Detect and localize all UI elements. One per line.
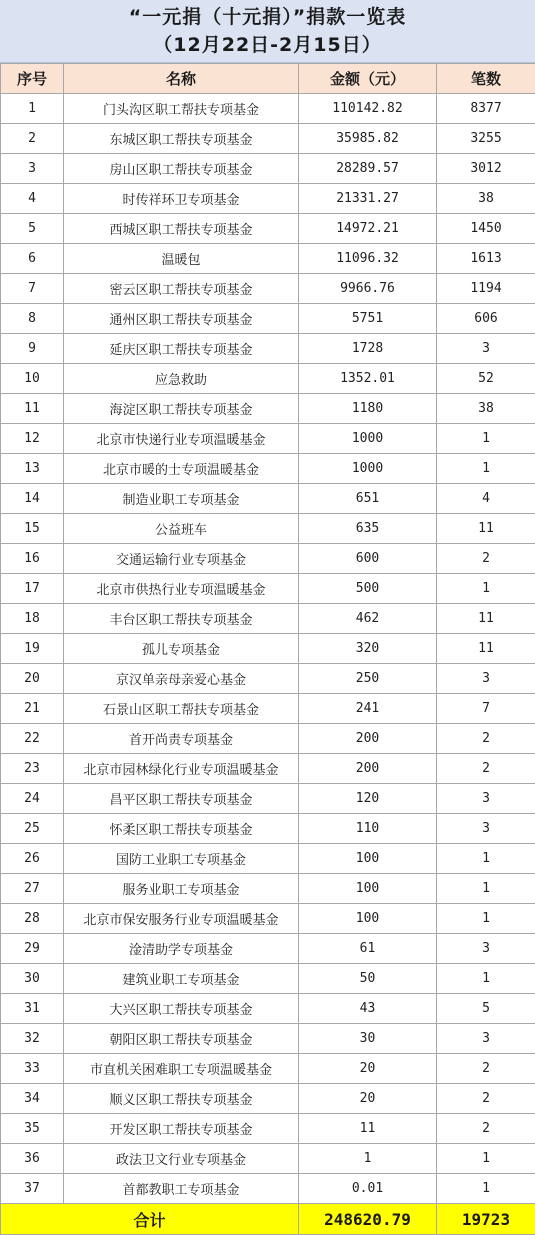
fund-name: 建筑业职工专项基金 (64, 964, 299, 994)
donation-count: 1 (437, 1144, 535, 1174)
table-row (1, 664, 535, 694)
table-row (1, 394, 535, 424)
table-body (1, 94, 535, 1204)
donation-count: 1 (437, 1174, 535, 1204)
amount: 200 (299, 724, 437, 754)
amount: 20 (299, 1054, 437, 1084)
fund-name: 政法卫文行业专项基金 (64, 1144, 299, 1174)
fund-name: 密云区职工帮扶专项基金 (64, 274, 299, 304)
table-row (1, 784, 535, 814)
amount: 43 (299, 994, 437, 1024)
table-row (1, 874, 535, 904)
column-header-amount: 金额（元） (299, 64, 437, 94)
donation-count: 11 (437, 514, 535, 544)
donation-count: 3 (437, 814, 535, 844)
donation-count: 7 (437, 694, 535, 724)
amount: 100 (299, 874, 437, 904)
fund-name: 丰台区职工帮扶专项基金 (64, 604, 299, 634)
donation-count: 1450 (437, 214, 535, 244)
amount: 30 (299, 1024, 437, 1054)
donation-count: 4 (437, 484, 535, 514)
row-index: 25 (1, 814, 64, 844)
fund-name: 通州区职工帮扶专项基金 (64, 304, 299, 334)
fund-name: 公益班车 (64, 514, 299, 544)
donation-count: 2 (437, 1084, 535, 1114)
table-row (1, 934, 535, 964)
donation-count: 3 (437, 664, 535, 694)
amount: 120 (299, 784, 437, 814)
amount: 200 (299, 754, 437, 784)
row-index: 34 (1, 1084, 64, 1114)
fund-name: 京汉单亲母亲爱心基金 (64, 664, 299, 694)
donation-count: 8377 (437, 94, 535, 124)
amount: 61 (299, 934, 437, 964)
row-index: 33 (1, 1054, 64, 1084)
donation-count: 1 (437, 844, 535, 874)
amount: 1728 (299, 334, 437, 364)
donation-count: 2 (437, 1114, 535, 1144)
donation-count: 11 (437, 604, 535, 634)
fund-name: 东城区职工帮扶专项基金 (64, 124, 299, 154)
donation-count: 38 (437, 184, 535, 214)
fund-name: 服务业职工专项基金 (64, 874, 299, 904)
fund-name: 西城区职工帮扶专项基金 (64, 214, 299, 244)
amount: 28289.57 (299, 154, 437, 184)
total-row (1, 1204, 535, 1235)
row-index: 26 (1, 844, 64, 874)
table-row (1, 844, 535, 874)
row-index: 28 (1, 904, 64, 934)
fund-name: 顺义区职工帮扶专项基金 (64, 1084, 299, 1114)
table-row (1, 424, 535, 454)
donation-count: 2 (437, 754, 535, 784)
donation-count: 3255 (437, 124, 535, 154)
amount: 35985.82 (299, 124, 437, 154)
fund-name: 延庆区职工帮扶专项基金 (64, 334, 299, 364)
fund-name: 交通运输行业专项基金 (64, 544, 299, 574)
fund-name: 淦清助学专项基金 (64, 934, 299, 964)
row-index: 3 (1, 154, 64, 184)
fund-name: 怀柔区职工帮扶专项基金 (64, 814, 299, 844)
total-label: 合计 (1, 1204, 299, 1235)
donation-count: 2 (437, 1054, 535, 1084)
column-header-count: 笔数 (437, 64, 535, 94)
amount: 241 (299, 694, 437, 724)
table-row (1, 904, 535, 934)
fund-name: 北京市暖的士专项温暖基金 (64, 454, 299, 484)
table-row (1, 274, 535, 304)
column-header-index: 序号 (1, 64, 64, 94)
amount: 600 (299, 544, 437, 574)
row-index: 27 (1, 874, 64, 904)
row-index: 23 (1, 754, 64, 784)
donation-count: 5 (437, 994, 535, 1024)
fund-name: 温暖包 (64, 244, 299, 274)
table-row (1, 184, 535, 214)
fund-name: 开发区职工帮扶专项基金 (64, 1114, 299, 1144)
fund-name: 孤儿专项基金 (64, 634, 299, 664)
table-row (1, 94, 535, 124)
title-banner (0, 0, 535, 63)
table-row (1, 244, 535, 274)
table-row (1, 964, 535, 994)
table-row (1, 514, 535, 544)
table-row (1, 484, 535, 514)
amount: 635 (299, 514, 437, 544)
row-index: 6 (1, 244, 64, 274)
fund-name: 制造业职工专项基金 (64, 484, 299, 514)
amount: 110 (299, 814, 437, 844)
donation-count: 1 (437, 874, 535, 904)
amount: 110142.82 (299, 94, 437, 124)
table-row (1, 574, 535, 604)
amount: 100 (299, 904, 437, 934)
donation-count: 606 (437, 304, 535, 334)
row-index: 30 (1, 964, 64, 994)
table-row (1, 694, 535, 724)
donation-count: 1613 (437, 244, 535, 274)
row-index: 24 (1, 784, 64, 814)
table-row (1, 334, 535, 364)
table-header-row (1, 64, 535, 94)
fund-name: 北京市供热行业专项温暖基金 (64, 574, 299, 604)
amount: 1 (299, 1144, 437, 1174)
fund-name: 大兴区职工帮扶专项基金 (64, 994, 299, 1024)
row-index: 7 (1, 274, 64, 304)
fund-name: 首都教职工专项基金 (64, 1174, 299, 1204)
donation-count: 2 (437, 724, 535, 754)
date-range-subtitle: （12月22日-2月15日） (153, 31, 381, 59)
row-index: 13 (1, 454, 64, 484)
row-index: 10 (1, 364, 64, 394)
donation-count: 38 (437, 394, 535, 424)
donation-count: 1194 (437, 274, 535, 304)
donation-count: 3 (437, 934, 535, 964)
fund-name: 房山区职工帮扶专项基金 (64, 154, 299, 184)
donation-count: 2 (437, 544, 535, 574)
amount: 21331.27 (299, 184, 437, 214)
table-row (1, 154, 535, 184)
row-index: 1 (1, 94, 64, 124)
fund-name: 应急救助 (64, 364, 299, 394)
amount: 651 (299, 484, 437, 514)
donation-count: 1 (437, 904, 535, 934)
row-index: 36 (1, 1144, 64, 1174)
fund-name: 门头沟区职工帮扶专项基金 (64, 94, 299, 124)
amount: 1000 (299, 454, 437, 484)
amount: 320 (299, 634, 437, 664)
donation-count: 3 (437, 1024, 535, 1054)
table-row (1, 1174, 535, 1204)
fund-name: 北京市快递行业专项温暖基金 (64, 424, 299, 454)
page-title: “一元捐（十元捐）”捐款一览表 (129, 3, 406, 31)
row-index: 19 (1, 634, 64, 664)
table-row (1, 1024, 535, 1054)
fund-name: 朝阳区职工帮扶专项基金 (64, 1024, 299, 1054)
table-row (1, 724, 535, 754)
row-index: 14 (1, 484, 64, 514)
donation-count: 3012 (437, 154, 535, 184)
table-row (1, 634, 535, 664)
fund-name: 北京市保安服务行业专项温暖基金 (64, 904, 299, 934)
donation-count: 1 (437, 964, 535, 994)
table-row (1, 814, 535, 844)
amount: 1000 (299, 424, 437, 454)
fund-name: 时传祥环卫专项基金 (64, 184, 299, 214)
donation-count: 1 (437, 424, 535, 454)
row-index: 37 (1, 1174, 64, 1204)
row-index: 12 (1, 424, 64, 454)
row-index: 11 (1, 394, 64, 424)
row-index: 2 (1, 124, 64, 154)
amount: 100 (299, 844, 437, 874)
amount: 5751 (299, 304, 437, 334)
row-index: 22 (1, 724, 64, 754)
row-index: 32 (1, 1024, 64, 1054)
table-row (1, 1084, 535, 1114)
amount: 1352.01 (299, 364, 437, 394)
table-row (1, 304, 535, 334)
row-index: 18 (1, 604, 64, 634)
amount: 462 (299, 604, 437, 634)
table-row (1, 214, 535, 244)
donation-count: 11 (437, 634, 535, 664)
fund-name: 昌平区职工帮扶专项基金 (64, 784, 299, 814)
fund-name: 石景山区职工帮扶专项基金 (64, 694, 299, 724)
amount: 50 (299, 964, 437, 994)
total-amount: 248620.79 (299, 1204, 437, 1235)
row-index: 8 (1, 304, 64, 334)
donation-count: 3 (437, 334, 535, 364)
donation-count: 52 (437, 364, 535, 394)
row-index: 15 (1, 514, 64, 544)
amount: 14972.21 (299, 214, 437, 244)
amount: 20 (299, 1084, 437, 1114)
fund-name: 国防工业职工专项基金 (64, 844, 299, 874)
fund-name: 海淀区职工帮扶专项基金 (64, 394, 299, 424)
donation-table (0, 63, 535, 1235)
table-row (1, 754, 535, 784)
row-index: 29 (1, 934, 64, 964)
table-row (1, 454, 535, 484)
donation-count: 1 (437, 574, 535, 604)
table-row (1, 994, 535, 1024)
row-index: 16 (1, 544, 64, 574)
table-row (1, 124, 535, 154)
column-header-name: 名称 (64, 64, 299, 94)
fund-name: 北京市园林绿化行业专项温暖基金 (64, 754, 299, 784)
row-index: 4 (1, 184, 64, 214)
table-row (1, 1114, 535, 1144)
amount: 250 (299, 664, 437, 694)
amount: 500 (299, 574, 437, 604)
table-row (1, 364, 535, 394)
table-row (1, 1054, 535, 1084)
amount: 1180 (299, 394, 437, 424)
row-index: 21 (1, 694, 64, 724)
table-row (1, 544, 535, 574)
amount: 0.01 (299, 1174, 437, 1204)
amount: 9966.76 (299, 274, 437, 304)
amount: 11096.32 (299, 244, 437, 274)
total-count: 19723 (437, 1204, 535, 1235)
donation-count: 3 (437, 784, 535, 814)
row-index: 5 (1, 214, 64, 244)
table-row (1, 1144, 535, 1174)
table-row (1, 604, 535, 634)
fund-name: 首开尚责专项基金 (64, 724, 299, 754)
donation-count: 1 (437, 454, 535, 484)
amount: 11 (299, 1114, 437, 1144)
row-index: 9 (1, 334, 64, 364)
row-index: 35 (1, 1114, 64, 1144)
row-index: 17 (1, 574, 64, 604)
row-index: 31 (1, 994, 64, 1024)
row-index: 20 (1, 664, 64, 694)
fund-name: 市直机关困难职工专项温暖基金 (64, 1054, 299, 1084)
